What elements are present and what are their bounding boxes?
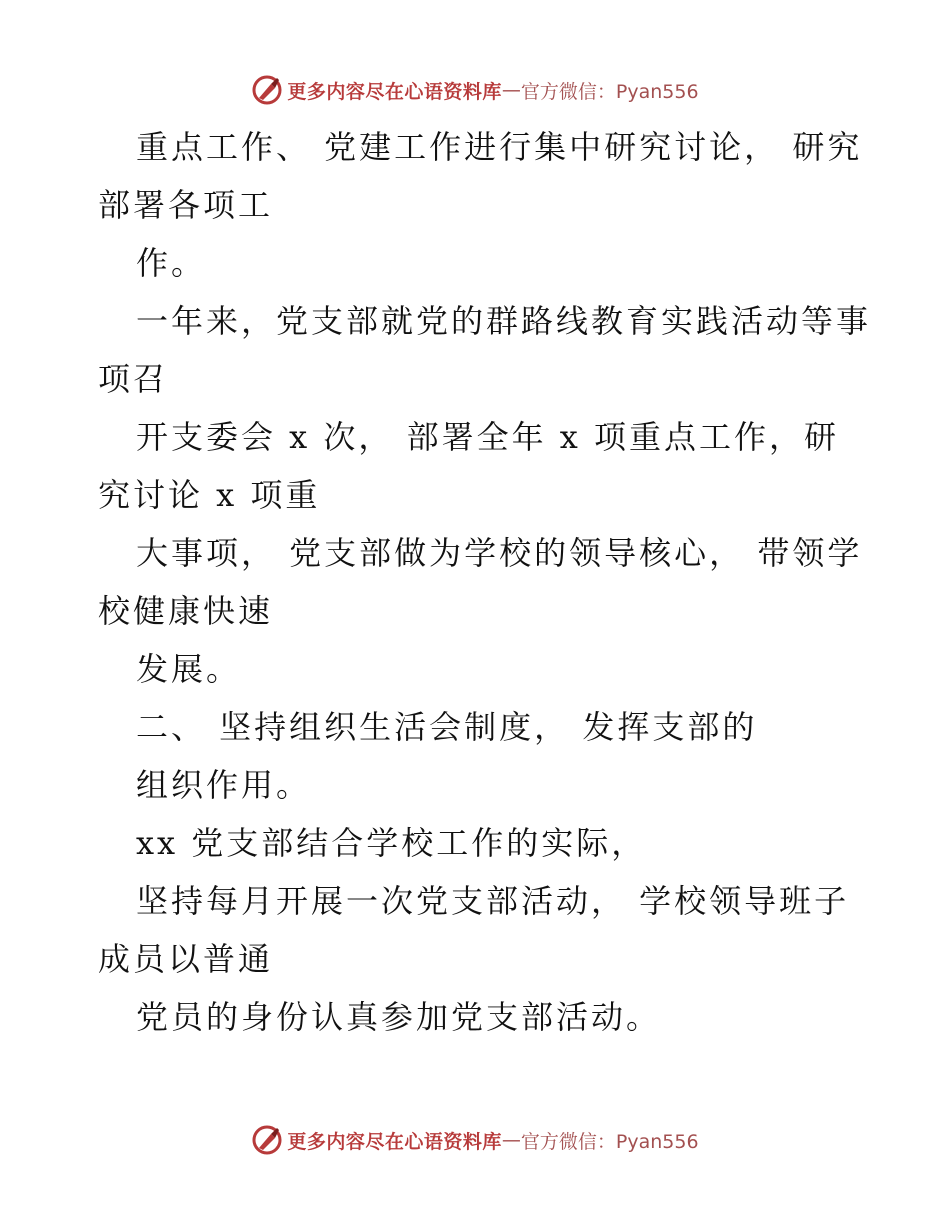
pen-logo-icon bbox=[251, 74, 283, 106]
banner-dash: — bbox=[501, 79, 521, 101]
text-line: 发展。 bbox=[136, 650, 242, 688]
banner-wechat: 官方微信：Pyan556 bbox=[520, 1130, 699, 1153]
banner-wechat: 官方微信：Pyan556 bbox=[520, 80, 699, 103]
text-line: 大事项， 党支部做为学校的领导核心， 带领学 bbox=[136, 534, 863, 572]
banner-title: 更多内容尽在心语资料库 bbox=[287, 80, 502, 103]
text-line: 重点工作、 党建工作进行集中研究讨论， 研究 bbox=[136, 128, 863, 166]
text-line: 二、 坚持组织生活会制度， 发挥支部的 bbox=[136, 708, 758, 746]
text-line: 一年来，党支部就党的群路线教育实践活动等事 bbox=[136, 302, 872, 340]
banner-title: 更多内容尽在心语资料库 bbox=[287, 1130, 502, 1153]
text-line: 成员以普通 bbox=[98, 940, 274, 978]
header-banner bbox=[0, 70, 950, 110]
text-line: 部署各项工 bbox=[98, 186, 274, 224]
text-line: 党员的身份认真参加党支部活动。 bbox=[136, 998, 662, 1036]
text-line: 作。 bbox=[136, 244, 207, 282]
text-line: 开支委会 x 次， 部署全年 x 项重点工作，研 bbox=[136, 418, 839, 456]
text-line: 坚持每月开展一次党支部活动， 学校领导班子 bbox=[136, 882, 850, 920]
text-line: 究讨论 x 项重 bbox=[98, 476, 321, 514]
text-line: 项召 bbox=[98, 360, 169, 398]
footer-banner bbox=[0, 1120, 950, 1160]
pen-logo-icon bbox=[251, 1124, 283, 1156]
document-body bbox=[98, 118, 872, 1046]
text-line: 组织作用。 bbox=[136, 766, 312, 804]
banner-dash: — bbox=[501, 1129, 521, 1151]
text-line: xx 党支部结合学校工作的实际， bbox=[136, 824, 647, 862]
text-line: 校健康快速 bbox=[98, 592, 274, 630]
